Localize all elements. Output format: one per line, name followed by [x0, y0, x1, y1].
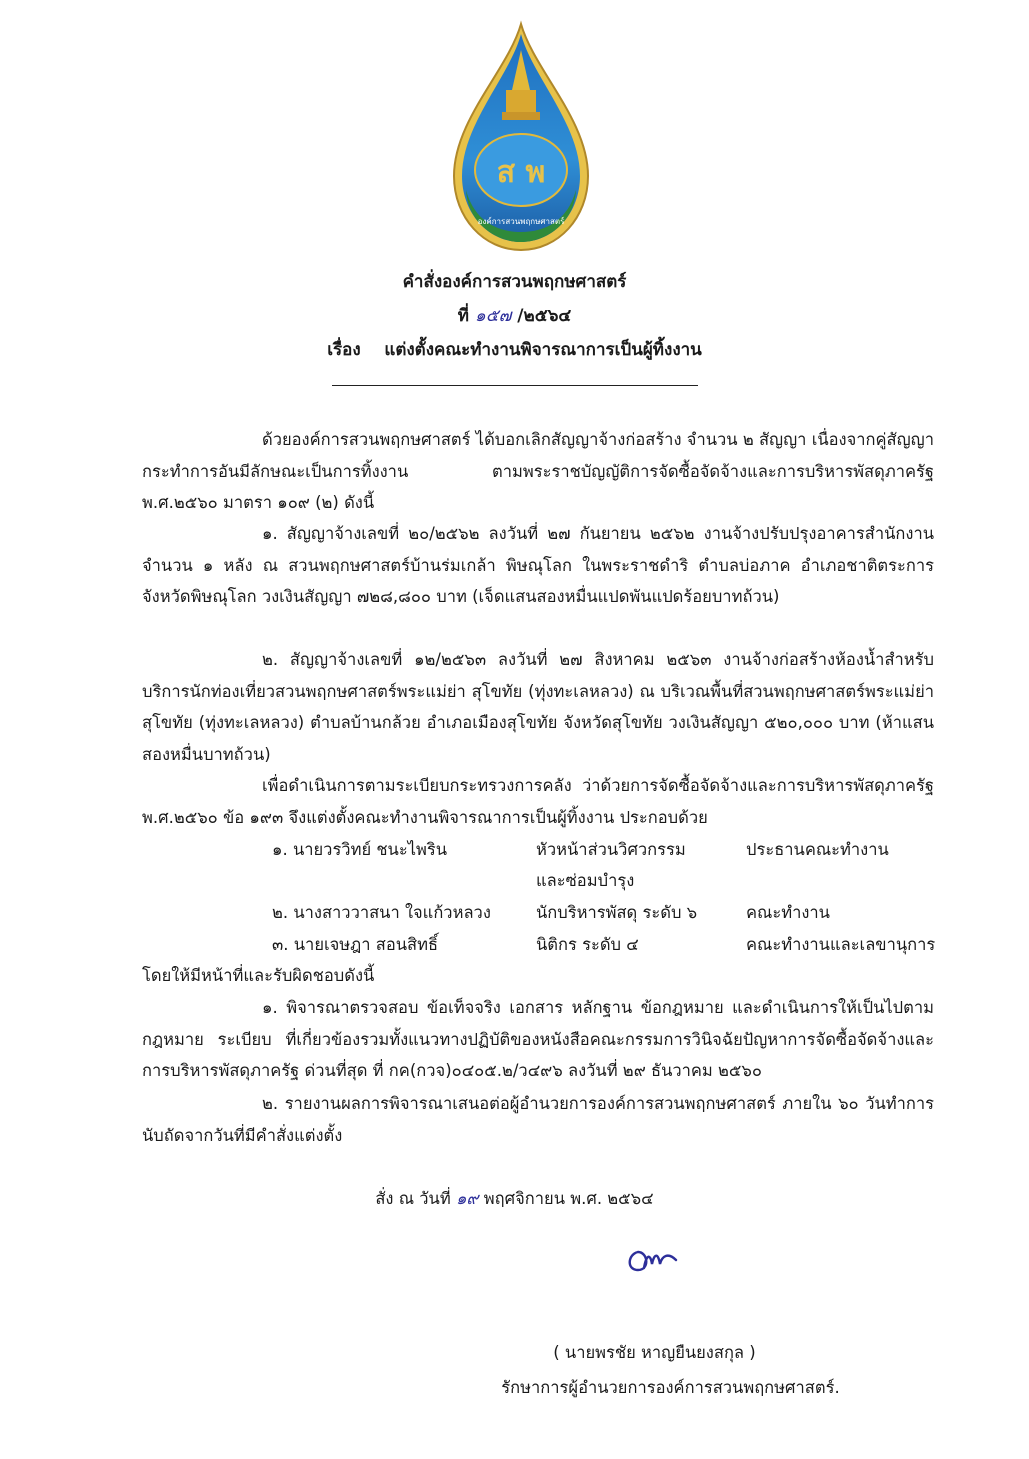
- appoint-paragraph: [142, 770, 934, 833]
- logo-text: องค์การสวนพฤกษศาสตร์: [477, 217, 565, 226]
- appoint-text: เพื่อดำเนินการตามระเบียบกระทรวงการคลัง ว่าด้วยการจัดซื้อจัดจ้างและการบริหารพัสดุภาครัฐ พ.ศ.๒๕๖๐ ข้อ ๑๙๓ จึงแต่งตั้งคณะทำงานพิจารณาการเป็นผู้ทิ้งงาน ประกอบด้วย: [142, 776, 934, 827]
- duty-1-paragraph: [142, 992, 934, 1087]
- signer-title: รักษาการผู้อำนวยการองค์การสวนพฤกษศาสตร์.: [501, 1378, 840, 1397]
- intro-text: ด้วยองค์การสวนพฤกษศาสตร์ ได้บอกเลิกสัญญาจ้างก่อสร้าง จำนวน ๒ สัญญา เนื่องจากคู่สัญญากระทำการอันมีลักษณะเป็นการทิ้งงาน ตามพระราชบัญญัติการจัดซื้อจัดจ้างและการบริหารพัสดุภาครัฐ พ.ศ.๒๕๖๐ มาตรา ๑๐๙ (๒) ดังนี้: [142, 430, 934, 512]
- member-3-role: คณะทำงานและเลขานุการ: [746, 935, 936, 954]
- number-handwritten: ๑๕๗: [474, 306, 512, 326]
- number-prefix: ที่: [457, 306, 469, 326]
- order-title: คำสั่งองค์การสวนพฤกษศาสตร์: [402, 272, 627, 292]
- order-subject: [0, 336, 1029, 363]
- contract-1-paragraph: [142, 518, 934, 613]
- member-1-position-line2: และซ่อมบำรุง: [536, 871, 635, 890]
- ordered-prefix: สั่ง ณ วันที่: [375, 1189, 451, 1208]
- duty-2-paragraph: [142, 1088, 934, 1151]
- ordered-date: [0, 1183, 1029, 1214]
- duties-intro: โดยให้มีหน้าที่และรับผิดชอบดังนี้: [142, 966, 375, 985]
- svg-text:ส พ: ส พ: [496, 155, 546, 190]
- header-divider: [332, 385, 698, 386]
- contract-2-text: ๒. สัญญาจ้างเลขที่ ๑๒/๒๕๖๓ ลงวันที่ ๒๗ สิงหาคม ๒๕๖๓ งานจ้างก่อสร้างห้องน้ำสำหรับบริการนักท่องเที่ยวสวนพฤกษศาสตร์พระแม่ย่า สุโขทัย (ทุ่งทะเลหลวง) ณ บริเวณพื้นที่สวนพฤกษศาสตร์พระแม่ย่า สุโขทัย (ทุ่งทะเลหลวง) ตำบลบ้านกล้วย อำเภอเมืองสุโขทัย จังหวัดสุโขทัย วงเงินสัญญา ๕๒๐,๐๐๐ บาท (ห้าแสนสองหมื่นบาทถ้วน): [142, 650, 934, 764]
- signature: [624, 1238, 684, 1278]
- member-1-position: หัวหน้าส่วนวิศวกรรม: [536, 840, 686, 859]
- duty-1-text: ๑. พิจารณาตรวจสอบ ข้อเท็จจริง เอกสาร หลักฐาน ข้อกฎหมาย และดำเนินการให้เป็นไปตามกฎหมาย ระเบียบ ที่เกี่ยวข้องรวมทั้งแนวทางปฏิบัติของหนังสือคณะกรรมการวินิจฉัยปัญหาการจัดซื้อจัดจ้างและการบริหารพัสดุภาครัฐ ด่วนที่สุด ที่ กค(กวจ)๐๔๐๕.๒/ว๔๙๖ ลงวันที่ ๒๙ ธันวาคม ๒๕๖๐: [142, 998, 934, 1080]
- member-2-name: ๒. นางสาววาสนา ใจแก้วหลวง: [272, 903, 491, 922]
- duty-2-text: ๒. รายงานผลการพิจารณาเสนอต่อผู้อำนวยการองค์การสวนพฤกษศาสตร์ ภายใน ๖๐ วันทำการ นับถัดจากวันที่มีคำสั่งแต่งตั้ง: [142, 1094, 934, 1145]
- number-suffix: /๒๕๖๔: [517, 306, 572, 326]
- intro-paragraph: [142, 424, 934, 519]
- subject-text: แต่งตั้งคณะทำงานพิจารณาการเป็นผู้ทิ้งงาน: [384, 340, 702, 360]
- ordered-day-handwritten: ๑๙: [455, 1189, 479, 1208]
- contract-2-paragraph: [142, 644, 934, 770]
- ordered-suffix: พฤศจิกายน พ.ศ. ๒๕๖๔: [483, 1189, 654, 1208]
- organization-logo: [448, 20, 594, 256]
- member-1-name: ๑. นายวรวิทย์ ชนะไพริน: [272, 840, 448, 859]
- member-2-position: นักบริหารพัสดุ ระดับ ๖: [536, 903, 698, 922]
- contract-1-text: ๑. สัญญาจ้างเลขที่ ๒๐/๒๕๖๒ ลงวันที่ ๒๗ กันยายน ๒๕๖๒ งานจ้างปรับปรุงอาคารสำนักงาน จำนวน ๑ หลัง ณ สวนพฤกษศาสตร์บ้านร่มเกล้า พิษณุโลก ในพระราชดำริ ตำบลบ่อภาค อำเภอชาติตระการ จังหวัดพิษณุโลก วงเงินสัญญา ๗๒๘,๘๐๐ บาท (เจ็ดแสนสองหมื่นแปดพันแปดร้อยบาทถ้วน): [142, 524, 934, 606]
- member-2-role: คณะทำงาน: [746, 903, 830, 922]
- member-3-position: นิติกร ระดับ ๔: [536, 935, 639, 954]
- order-number: [0, 302, 1029, 329]
- subject-label: เรื่อง: [327, 340, 361, 360]
- member-3-name: ๓. นายเจษฎา สอนสิทธิ์: [272, 935, 439, 954]
- member-1-role: ประธานคณะทำงาน: [746, 840, 889, 859]
- signer-name: ( นายพรชัย หาญยืนยงสกุล ): [553, 1343, 756, 1362]
